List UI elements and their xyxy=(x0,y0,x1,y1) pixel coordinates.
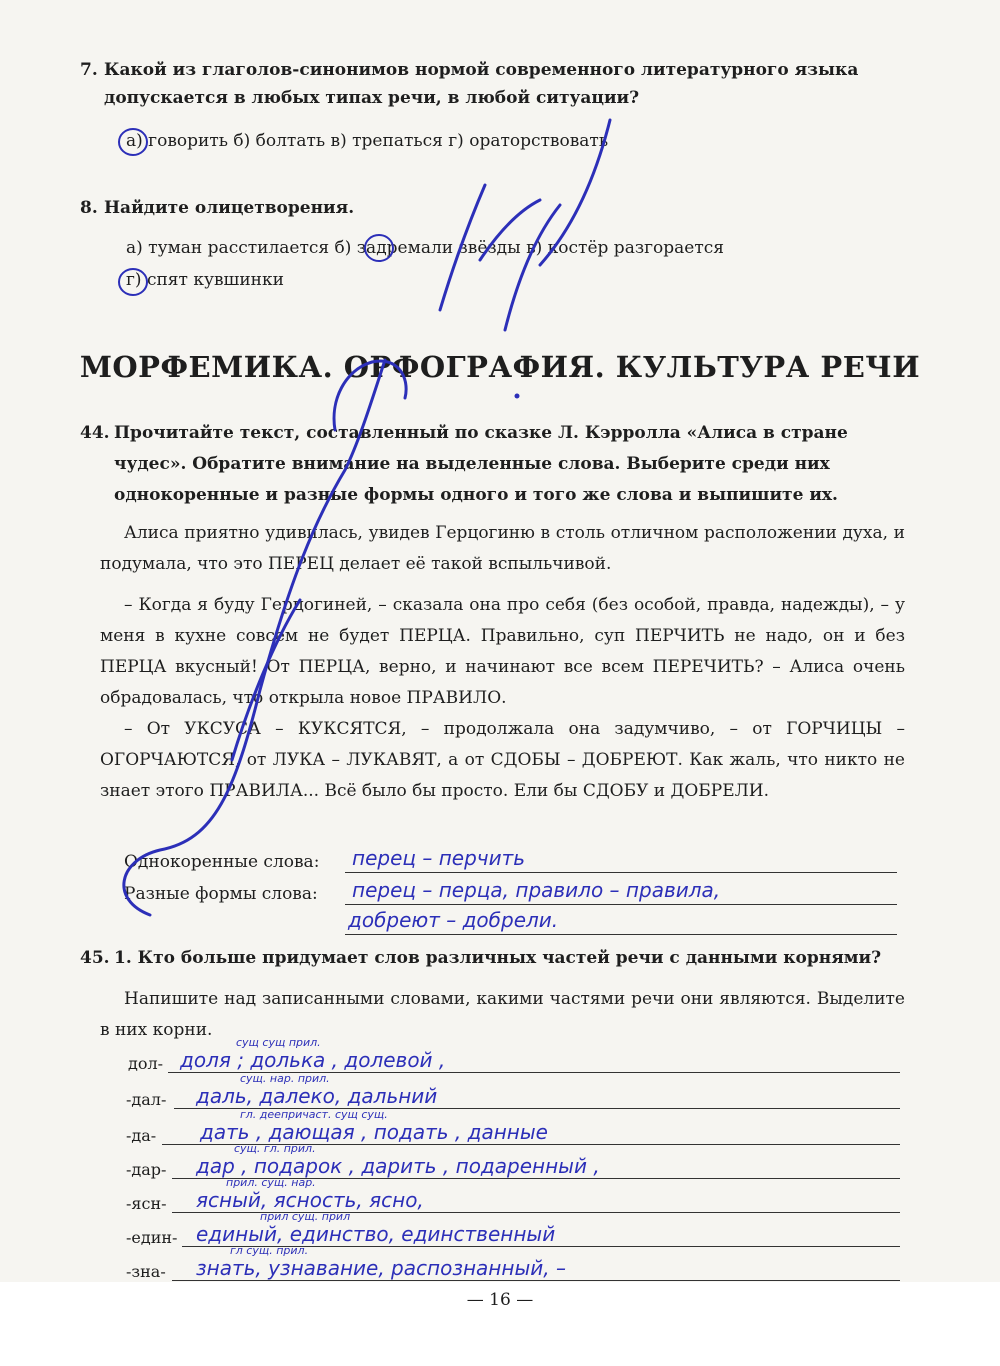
handwritten-answer: дар , подарок , дарить , подаренный , xyxy=(196,1154,600,1178)
root-label: -да- xyxy=(126,1126,157,1145)
answer-line xyxy=(172,1280,900,1281)
question-text: Найдите олицетворения. xyxy=(104,198,355,218)
answer-line xyxy=(345,872,897,873)
part-of-speech-tags: прил сущ. прил xyxy=(260,1210,351,1223)
answer-line xyxy=(345,904,897,905)
question-8 xyxy=(80,194,905,222)
text-paragraph-2: – Когда я буду Герцогиней, – сказала она про себя (без особой, правда, надежды), – у меня в кухне совсем не будет ПЕРЦА. Правильно, суп ПЕРЧИТЬ не надо, он и без ПЕРЦА вкусный! От ПЕРЦА, верно, и начинают все всем ПЕРЕЧИТЬ? – Алиса очень обрадовалась, что открыла новое ПРАВИЛО. xyxy=(100,595,905,708)
answer-line xyxy=(345,934,897,935)
root-label: -един- xyxy=(126,1228,178,1247)
part-of-speech-tags: сущ. нар. прил. xyxy=(240,1072,330,1085)
part-of-speech-tags: гл сущ. прил. xyxy=(230,1244,309,1257)
question-number: 7. xyxy=(80,60,98,80)
circle-mark-icon xyxy=(116,126,150,158)
question-7 xyxy=(80,56,905,112)
part-of-speech-tags: прил. сущ. нар. xyxy=(226,1176,316,1189)
handwritten-answer: единый, единство, единственный xyxy=(196,1222,556,1246)
handwritten-answer: знать, узнавание, распознанный, – xyxy=(196,1256,566,1280)
root-label: -дал- xyxy=(126,1090,167,1109)
label-word-forms: Разные формы слова: xyxy=(124,884,318,904)
question-8-options-line-2: г) спят кувшинки xyxy=(126,270,284,290)
handwritten-answer: дать , дающая , подать , данные xyxy=(200,1120,548,1144)
section-heading: МОРФЕМИКА. ОРФОГРАФИЯ. КУЛЬТУРА РЕЧИ xyxy=(79,350,921,384)
question-44 xyxy=(80,418,905,511)
question-text: Какой из глаголов-синонимов нормой современного литературного языка допускается в любых типах речи, в любой ситуации? xyxy=(104,60,859,108)
handwritten-answer: доля ; долька , долевой , xyxy=(180,1048,446,1072)
question-7-options: а) говорить б) болтать в) трепаться г) ораторствовать xyxy=(126,131,609,151)
part-of-speech-tags: сущ. гл. прил. xyxy=(234,1142,316,1155)
question-number: 8. xyxy=(80,198,98,218)
question-8-options-line-1: а) туман расстилается б) задремали звёзды в) костёр разгорается xyxy=(126,238,724,258)
page-number: — 16 — xyxy=(466,1290,534,1310)
part-of-speech-tags: сущ сущ прил. xyxy=(236,1036,321,1049)
handwritten-answer: ясный, ясность, ясно, xyxy=(196,1188,424,1212)
text-paragraph-3: – От УКСУСА – КУКСЯТСЯ, – продолжала она задумчиво, – от ГОРЧИЦЫ – ОГОРЧАЮТСЯ, от ЛУКА – ЛУКАВЯТ, а от СДОБЫ – ДОБРЕЮТ. Как жаль, что никто не знает этого ПРАВИЛА... Всё было бы просто. Ели бы СДОБУ и ДОБРЕЛИ. xyxy=(100,719,905,801)
root-label: -ясн- xyxy=(126,1194,167,1213)
handwritten-answer-forms-1: перец – перца, правило – правила, xyxy=(352,878,721,902)
question-text: Прочитайте текст, составленный по сказке Л. Кэрролла «Алиса в стране чудес». Обратите внимание на выделенные слова. Выберите среди них однокоренные и разные формы одного и того же слова и выпишите их. xyxy=(114,423,848,505)
root-label: -зна- xyxy=(126,1262,166,1281)
question-text: 1. Кто больше придумает слов различных частей речи с данными корнями? xyxy=(114,948,882,968)
circle-mark-icon xyxy=(362,232,396,264)
handwritten-answer-forms-2: добреют – добрели. xyxy=(348,908,559,932)
root-label: дол- xyxy=(128,1054,164,1073)
part-of-speech-tags: гл. деепричаст. сущ сущ. xyxy=(240,1108,388,1121)
question-number: 44. xyxy=(80,423,110,443)
question-45-instructions: Напишите над записанными словами, какими частями речи они являются. Выделите в них корни. xyxy=(100,989,905,1040)
root-label: -дар- xyxy=(126,1160,167,1179)
question-number: 45. xyxy=(80,948,110,968)
text-paragraph-1: Алиса приятно удивилась, увидев Герцогиню в столь отличном расположении духа, и подумала, что это ПЕРЕЦ делает её такой вспыльчивой. xyxy=(100,523,905,574)
question-45 xyxy=(80,944,905,972)
circle-mark-icon xyxy=(116,266,150,298)
handwritten-answer-same-root: перец – перчить xyxy=(352,846,526,870)
label-same-root: Однокоренные слова: xyxy=(124,852,320,872)
handwritten-answer: даль, далеко, дальний xyxy=(196,1084,438,1108)
